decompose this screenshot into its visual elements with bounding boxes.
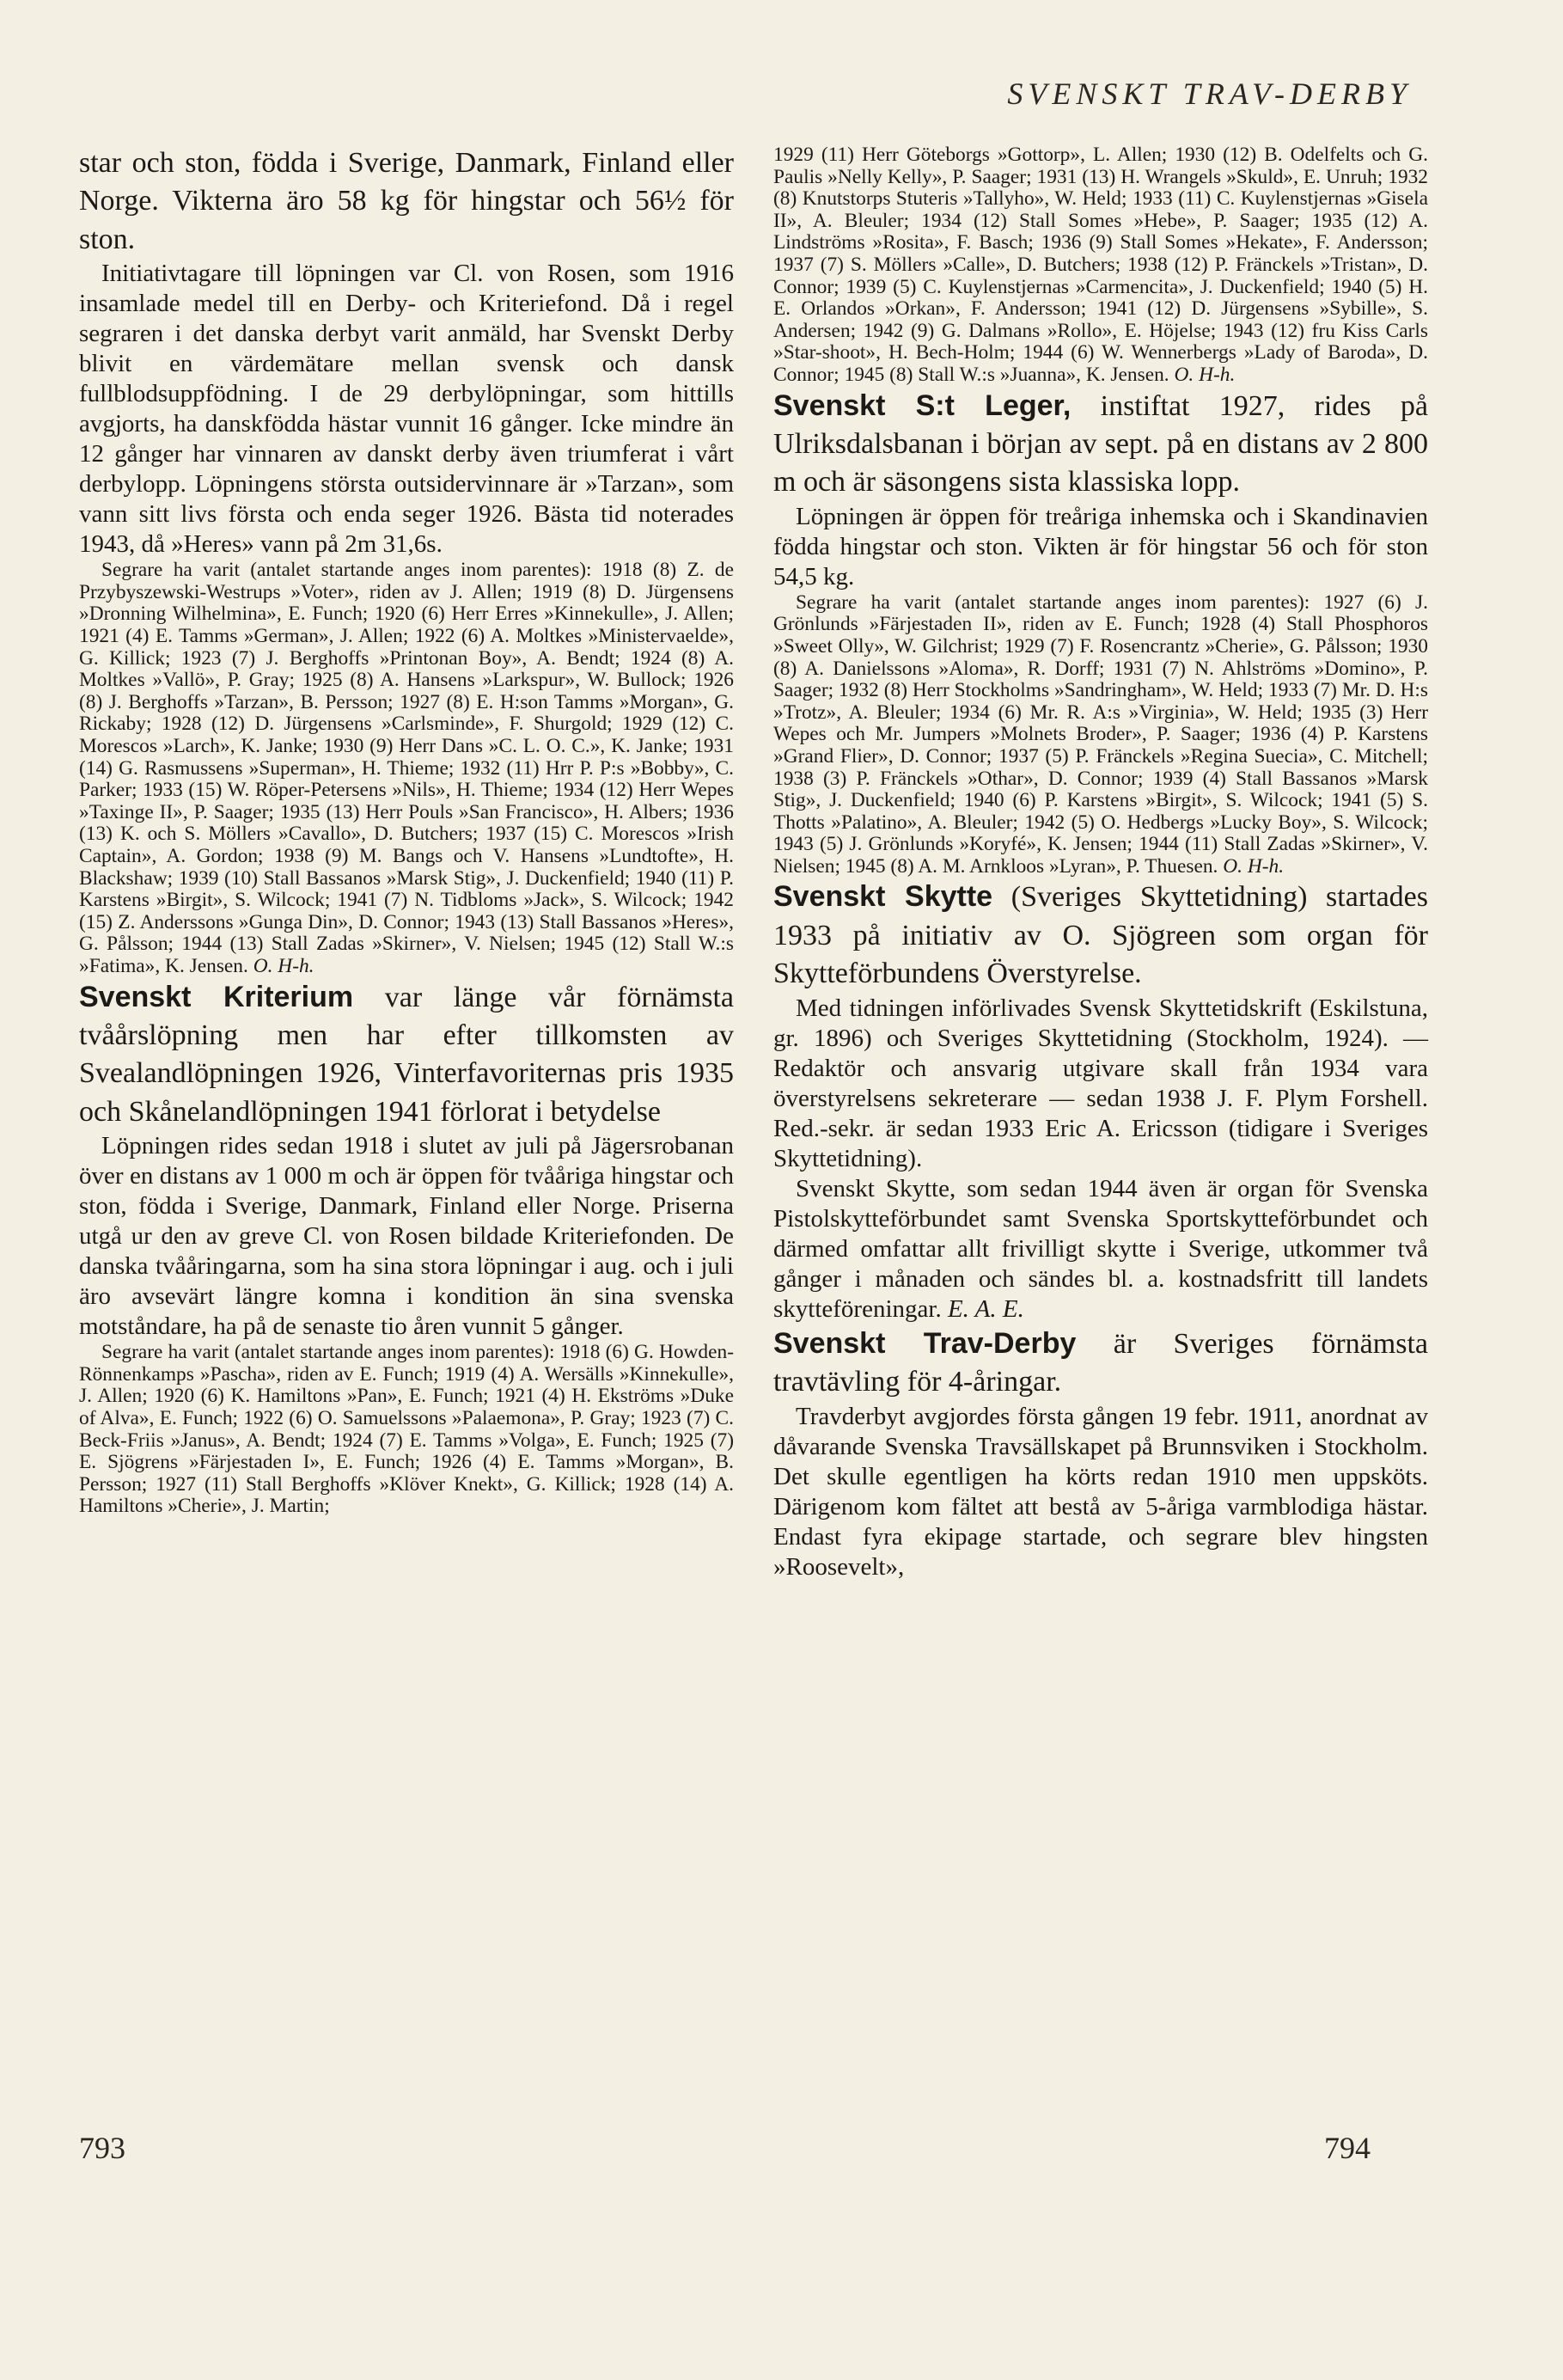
kriterium-signature: O. H-h.: [1174, 363, 1236, 386]
kriterium-headword: Svenskt Kriterium: [79, 980, 354, 1013]
trav-lead: är Sveriges förnämsta travtävling för 4-åringar.: [773, 1327, 1428, 1398]
leger-winners: [773, 592, 1428, 878]
trav-body: Travderbyt avgjordes första gången 19 febr. 1911, anordnat av dåvarande Svenska Travsällskapet på Brunnsviken i Stockholm. Det skulle egentligen ha körts redan 1910 men uppsköts. Därigenom kom fältet att bestå av 5-åriga varmblodiga hästar. Endast fyra ekipage startade, och segrare blev hingsten »Roosevelt»,: [773, 1402, 1428, 1581]
derby-winners-text: Segrare ha varit (antalet startande anges inom parentes): 1918 (8) Z. de Przybyszewski-Westrups »Voter», riden av J. Allen; 1919 (8) D. Jürgensens »Dronning Wilhelmina», E. Funch; 1920 (6) Herr Erres »Kinnekulle», J. Allen; 1921 (4) E. Tamms »German», J. Allen; 1922 (6) A. Moltkes »Ministervaelde», G. Killick; 1923 (7) J. Berghoffs »Printonan Boy», A. Bendt; 1924 (8) A. Moltkes »Vallö», P. Gray; 1925 (8) A. Hansens »Larkspur», W. Bullock; 1926 (8) J. Berghoffs »Tarzan», B. Persson; 1927 (8) E. H:son Tamms »Morgan», G. Rickaby; 1928 (12) D. Jürgensens »Carlsminde», F. Shurgold; 1929 (12) C. Morescos »Larch», K. Janke; 1930 (9) Herr Dans »C. L. O. C.», K. Janke; 1931 (14) G. Rasmussens »Superman», H. Thieme; 1932 (11) Hrr P. P:s »Bobby», C. Parker; 1933 (15) W. Röper-Petersens »Nils», H. Thieme; 1934 (12) Herr Wepes »Taxinge II», P. Saager; 1935 (13) Herr Pouls »San Francisco», H. Albers; 1936 (13) K. och S. Möllers »Cavallo», D. Butchers; 1937 (15) C. Morescos »Irish Captain», A. Gordon; 1938 (9) M. Bangs och V. Hansens »Lundtofte», H. Blackshaw; 1939 (10) Stall Bassanos »Marsk Stig», J. Duckenfield; 1940 (11) P. Karstens »Birgit», S. Wilcock; 1941 (7) N. Tidbloms »Jack», S. Wilcock; 1942 (15) Z. Anderssons »Gunga Din», D. Connor; 1943 (13) Stall Bassanos »Heres», G. Pålsson; 1944 (13) Stall Zadas »Skirner», V. Nielsen; 1945 (12) Stall W.:s »Fatima», K. Jensen.: [79, 559, 734, 977]
derby-lead: star och ston, födda i Sverige, Danmark, Finland eller Norge. Vikterna äro 58 kg för hingstar och 56½ för ston.: [79, 147, 734, 255]
derby-winners: [79, 560, 734, 977]
skytte-body-2: [773, 1174, 1428, 1325]
kriterium-lead: var länge vår förnämsta tvåårslöpning men har efter tillkomsten av Svealandlöpningen 1926, Vinterfavoriternas pris 1935 och Skånelandlöpningen 1941 förlorat i betydelse: [79, 981, 735, 1128]
trav-entry: [773, 1325, 1428, 1402]
kriterium-winners: Segrare ha varit (antalet startande anges inom parentes): 1918 (6) G. Howden-Rönnenkamps »Pascha», riden av E. Funch; 1919 (4) A. Wersälls »Kinnekulle», J. Allen; 1920 (6) K. Hamiltons »Pan», E. Funch; 1921 (4) H. Ekströms »Duke of Alva», E. Funch; 1922 (6) O. Samuelssons »Palaemona», P. Gray; 1923 (7) C. Beck-Friis »Janus», A. Bendt; 1924 (7) E. Tamms »Volga», E. Funch; 1925 (7) E. Sjögrens »Färjestaden I», E. Funch; 1926 (4) E. Tamms »Morgan», B. Persson; 1927 (11) Stall Berghoffs »Klöver Knekt», G. Killick; 1928 (14) A. Hamiltons »Cherie», J. Martin;: [79, 1341, 734, 1518]
skytte-body-1: Med tidningen införlivades Svensk Skyttetidskrift (Eskilstuna, gr. 1896) och Sveriges Skyttetidning (Stockholm, 1924). — Redaktör och ansvarig utgivare skall från 1934 vara överstyrelsens sekreterare — sedan 1938 J. F. Plym Forshell. Red.-sekr. är sedan 1933 Eric A. Ericsson (tidigare i Sveriges Skyttetidning).: [773, 994, 1428, 1172]
derby-signature: O. H-h.: [253, 954, 314, 977]
leger-headword: Svenskt S:t Leger,: [773, 389, 1072, 422]
kriterium-body: Löpningen rides sedan 1918 i slutet av juli på Jägersrobanan över en distans av 1 000 m och är öppen för tvååriga hingstar och ston, födda i Sverige, Danmark, Finland eller Norge. Priserna utgå ur den av greve Cl. von Rosen bildade Kriteriefonden. De danska tvååringarna, som ha sina stora löpningar i aug. och i juli äro avsevärt längre komna i kondition än sina svenska motståndare, ha på de senaste tio åren vunnit 5 gånger.: [79, 1132, 734, 1341]
kriterium-entry: [79, 978, 734, 1132]
running-head: SVENSKT TRAV-DERBY: [1007, 76, 1412, 111]
skytte-signature: E. A. E.: [947, 1294, 1024, 1323]
kriterium-winners-cont-text: 1929 (11) Herr Göteborgs »Gottorp», L. Allen; 1930 (12) B. Odelfelts och G. Paulis »Nelly Kelly», P. Saager; 1931 (13) H. Wrangels »Skuld», E. Unruh; 1932 (8) Knutstorps Stuteris »Tallyho», W. Held; 1933 (11) C. Kuylenstjernas »Gisela II», A. Bleuler; 1934 (12) Stall Somes »Hebe», P. Saager; 1935 (12) A. Lindströms »Rosita», F. Basch; 1936 (9) Stall Somes »Hekate», F. Andersson; 1937 (7) S. Möllers »Calle», D. Butchers; 1938 (12) P. Fränckels »Tristan», D. Connor; 1939 (5) C. Kuylenstjernas »Carmencita», J. Duckenfield; 1940 (5) H. E. Orlandos »Orkan», F. Andersson; 1941 (12) D. Jürgensens »Sybille», S. Andersen; 1942 (9) G. Dalmans »Rollo», E. Höjelse; 1943 (12) fru Kiss Carls »Star-shoot», H. Bech-Holm; 1944 (6) W. Wennerbergs »Lady of Baroda», D. Connor; 1945 (8) Stall W.:s »Juanna», K. Jensen.: [773, 144, 1428, 386]
leger-entry: [773, 387, 1428, 502]
left-column: [79, 144, 734, 1518]
page-number-left: 793: [79, 2131, 125, 2165]
trav-headword: Svenskt Trav-Derby: [773, 1326, 1077, 1360]
leger-body: Löpningen är öppen för treåriga inhemska och i Skandinavien födda hingstar och ston. Vikten är för hingstar 56 och för ston 54,5 kg.: [773, 502, 1428, 590]
right-column: [773, 144, 1428, 1582]
leger-winners-text: Segrare ha varit (antalet startande anges inom parentes): 1927 (6) J. Grönlunds »Färjestaden II», riden av E. Funch; 1928 (4) Stall Phosphoros »Sweet Olly», W. Gilchrist; 1929 (7) F. Rosencrantz »Cherie», G. Pålsson; 1930 (8) A. Danielssons »Aloma», R. Dorff; 1931 (7) N. Ahlströms »Domino», P. Saager; 1932 (8) Herr Stockholms »Sandringham», W. Held; 1933 (7) Mr. D. H:s »Trotz», A. Bleuler; 1934 (6) Mr. R. A:s »Virginia», W. Held; 1935 (3) Herr Wepes och Mr. Jumpers »Molnets Broder», P. Saager; 1936 (4) P. Karstens »Grand Flier», D. Connor; 1937 (5) P. Fränckels »Regina Suecia», C. Mitchell; 1938 (3) P. Fränckels »Othar», D. Connor; 1939 (4) Stall Bassanos »Marsk Stig», J. Duckenfield; 1940 (6) P. Karstens »Birgit», S. Wilcock; 1941 (5) S. Thotts »Palatino», A. Bleuler; 1942 (5) O. Hedbergs »Lucky Boy», S. Wilcock; 1943 (5) J. Grönlunds »Koryfé», K. Jensen; 1944 (11) Stall Zadas »Skirner», V. Nielsen; 1945 (8) A. M. Arnkloos »Lyran», P. Thuesen.: [773, 590, 1428, 878]
kriterium-winners-cont: [773, 144, 1428, 387]
leger-signature: O. H-h.: [1223, 854, 1285, 878]
leger-lead: instiftat 1927, rides på Ulriksdalsbanan i början av sept. på en distans av 2 800 m och är säsongens sista klassiska lopp.: [773, 389, 1429, 499]
skytte-body-2-text: Svenskt Skytte, som sedan 1944 även är organ för Svenska Pistolskytteförbundet samt Svenska Sportskytteförbundet och därmed omfattar allt frivilligt skytte i Sverige, utkommer två gånger i månaden och sändes bl. a. kostnadsfritt till landets skytteföreningar.: [773, 1174, 1428, 1323]
derby-body: Initiativtagare till löpningen var Cl. von Rosen, som 1916 insamlade medel till en Derby- och Kriteriefond. Då i regel segraren i det danska derbyt varit anmäld, har Svenskt Derby blivit en värdemätare mellan svensk och dansk fullblodsuppfödning. I de 29 derbylöpningar, som hittills avgjorts, ha danskfödda hästar vunnit 16 gånger. Icke mindre än 12 gånger har vinnaren av danskt derby även triumferat i vårt derbylopp. Löpningens största outsidervinnare är »Tarzan», som vann sitt livs första och enda seger 1926. Bästa tid noterades 1943, då »Heres» vann på 2m 31,6s.: [79, 260, 734, 559]
skytte-entry: [773, 878, 1428, 993]
skytte-lead: (Sveriges Skyttetidning) startades 1933 på initiativ av O. Sjögreen som organ för Skytteförbundens Överstyrelse.: [773, 881, 1429, 990]
skytte-headword: Svenskt Skytte: [773, 880, 993, 914]
page-number-right: 794: [1324, 2131, 1371, 2165]
